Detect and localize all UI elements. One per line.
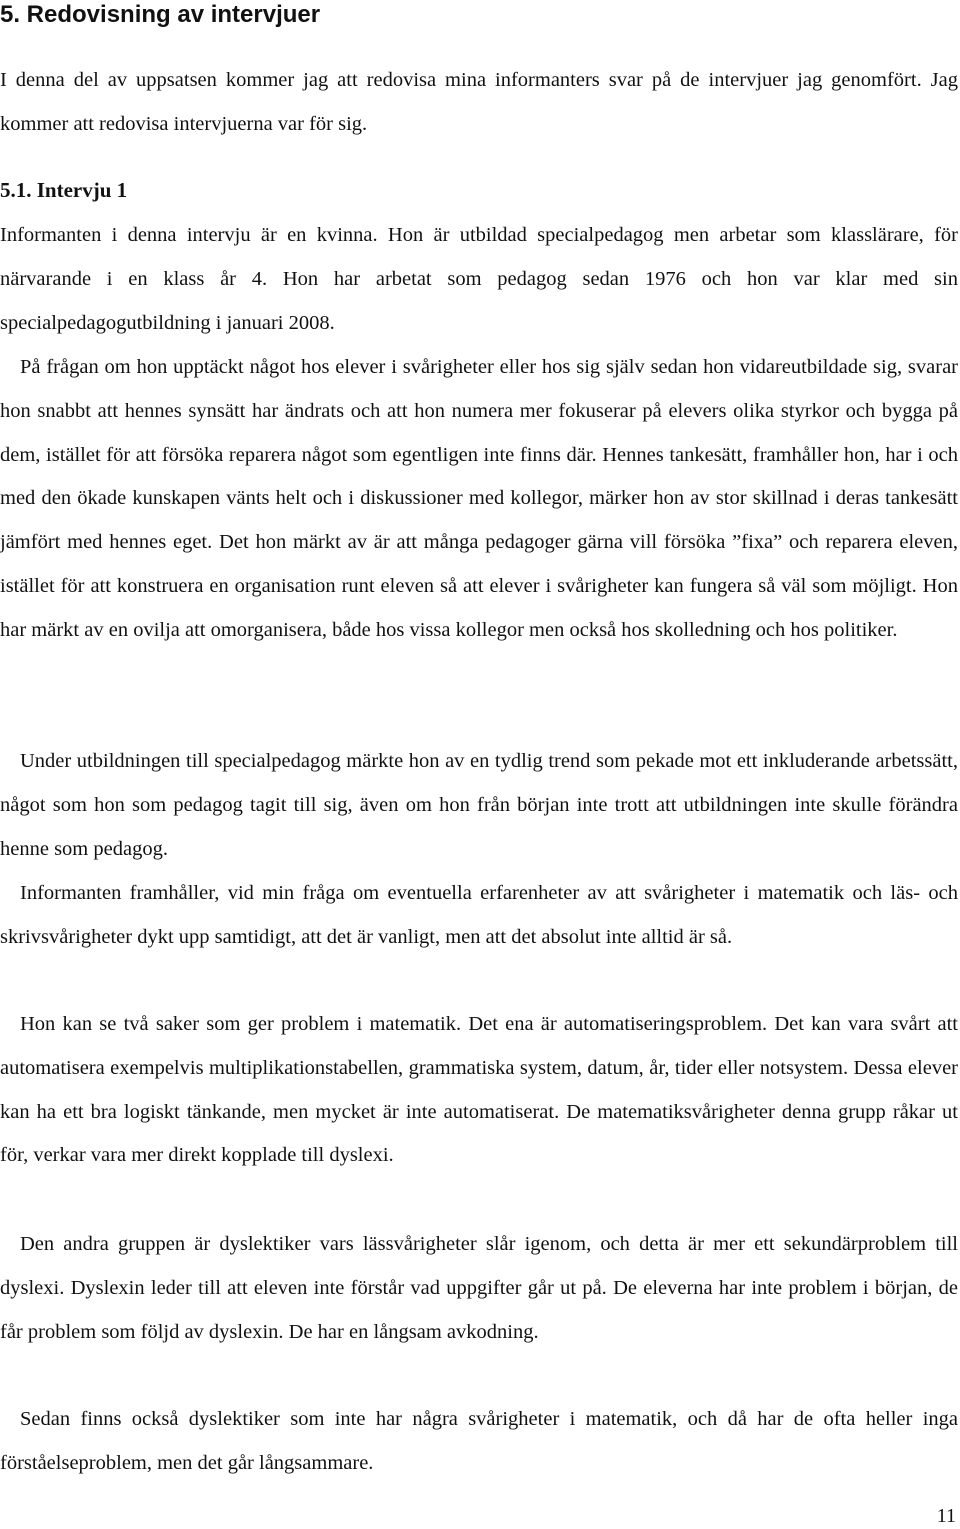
body-paragraph-6: Den andra gruppen är dyslektiker vars lässvårigheter slår igenom, och detta är mer ett sekundärproblem till dyslexi. Dyslexin leder till att eleven inte förstår vad uppgifter går ut på. De eleverna har inte problem i början, de får problem som följd av dyslexin. De har en långsam avkodning. xyxy=(0,1233,958,1343)
body-paragraph-2: På frågan om hon upptäckt något hos elever i svårigheter eller hos sig själv sedan hon vidareutbildade sig, svarar hon snabbt att hennes synsätt har ändrats och att hon numera mer fokuserar på elevers olika styrkor och bygga på dem, istället för att försöka reparera något som egentligen inte finns där. Hennes tankesätt, framhåller hon, har i och med den ökade kunskapen vänts helt och i diskussioner med kollegor, märker hon av stor skillnad i deras tankesätt jämfört med hennes eget. Det hon märkt av är att många pedagoger gärna vill försöka ”fixa” och reparera eleven, istället för att konstruera en organisation runt eleven så att elever i svårigheter kan fungera så väl som möjligt. Hon har märkt av en ovilja att omorganisera, både hos vissa kollegor men också hos skolledning och hos politiker. xyxy=(0,356,958,641)
body-paragraph-7: Sedan finns också dyslektiker som inte har några svårigheter i matematik, och då har de ofta heller inga förståelseproblem, men det går långsammare. xyxy=(0,1408,958,1474)
body-paragraph-4: Informanten framhåller, vid min fråga om eventuella erfarenheter av att svårigheter i matematik och läs- och skrivsvårigheter dykt upp samtidigt, att det är vanligt, men att det absolut inte alltid är så. xyxy=(0,882,958,948)
body-paragraph-1: Informanten i denna intervju är en kvinna. Hon är utbildad specialpedagog men arbetar som klasslärare, för närvarande i en klass år 4. Hon har arbetat som pedagog sedan 1976 och hon var klar med sin specialpedagogutbildning i januari 2008. xyxy=(0,224,958,334)
section-heading: 5. Redovisning av intervjuer xyxy=(0,1,321,28)
page-number: 11 xyxy=(936,1505,956,1527)
subsection-heading: 5.1. Intervju 1 xyxy=(0,178,128,202)
body-paragraph-3: Under utbildningen till specialpedagog märkte hon av en tydlig trend som pekade mot ett inkluderande arbetssätt, något som hon som pedagog tagit till sig, även om hon från början inte trott att utbildningen inte skulle förändra henne som pedagog. xyxy=(0,750,958,860)
body-paragraph-5: Hon kan se två saker som ger problem i matematik. Det ena är automatiseringsproblem. Det kan vara svårt att automatisera exempelvis multiplikationstabellen, grammatiska system, datum, år, tider eller notsystem. Dessa elever kan ha ett bra logiskt tänkande, men mycket är inte automatiserat. De matematiksvårigheter denna grupp råkar ut för, verkar vara mer direkt kopplade till dyslexi. xyxy=(0,1013,958,1167)
intro-paragraph: I denna del av uppsatsen kommer jag att redovisa mina informanters svar på de intervjuer jag genomfört. Jag kommer att redovisa intervjuerna var för sig. xyxy=(0,69,958,135)
